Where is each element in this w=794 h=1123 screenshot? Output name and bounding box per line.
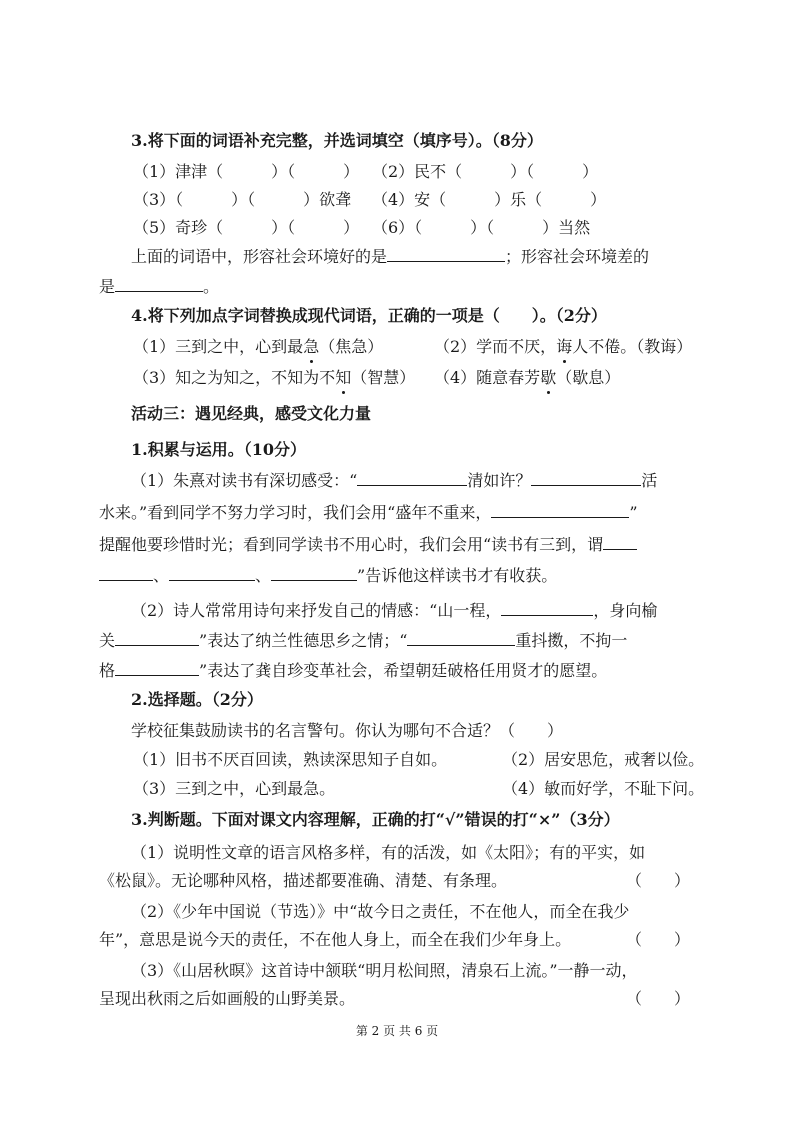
answer-blank[interactable] <box>115 631 199 646</box>
answer-bracket[interactable]: （ ） <box>626 930 691 949</box>
question-text: （2）诗人常常用诗句来抒发自己的情感：“山一程， <box>131 601 502 620</box>
section4-option-2 <box>434 337 692 357</box>
q1-title: 1.积累与运用。（10分） <box>131 440 306 459</box>
fill-text: 。 <box>203 277 220 296</box>
dotted-char: 急 <box>303 337 320 356</box>
section4-option-1 <box>133 337 383 357</box>
answer-blank[interactable] <box>531 471 641 486</box>
page-footer: 第 2 页 共 6 页 <box>355 1024 439 1038</box>
q3-statement-1-line1: （1）说明性文章的语言风格多样，有的活泼，如《太阳》；有的平实，如 <box>131 843 646 862</box>
q2-option-4: （4）敏而好学，不耻下问。 <box>502 779 705 798</box>
fill-text: 上面的词语中，形容社会环境好的是 <box>131 247 388 266</box>
question-text: 提醒他要珍惜时光；看到同学读书不用心时，我们会用“读书有三到，谓 <box>99 535 604 554</box>
fill-line-1 <box>131 247 649 267</box>
option-text: （3）知之为知之，不知为不 <box>133 368 336 387</box>
option-text: （歇息） <box>556 368 621 387</box>
answer-blank[interactable] <box>115 277 203 292</box>
answer-blank[interactable] <box>271 566 357 581</box>
q2-option-1: （1）旧书不厌百回读，熟读深思知子自如。 <box>133 750 448 769</box>
idiom-item-5: （5）奇珍（ ）（ ） <box>133 218 360 237</box>
idiom-item-1: （1）津津（ ）（ ） <box>133 162 360 181</box>
dotted-char: 诲 <box>556 337 573 356</box>
question-text: （1）朱熹对读书有深切感受：“ <box>131 471 358 490</box>
answer-blank[interactable] <box>603 535 637 550</box>
q2-title: 2.选择题。（2分） <box>131 690 263 709</box>
activity3-title: 活动三：遇见经典，感受文化力量 <box>131 404 372 423</box>
q3-statement-2-line2: 年”，意思是说今天的责任，不在他人身上，而全在我们少年身上。 <box>99 930 572 949</box>
answer-blank[interactable] <box>169 566 255 581</box>
q3-statement-3-line2: 呈现出秋雨之后如画般的山野美景。 <box>99 989 356 1008</box>
question-text: ” <box>629 503 638 522</box>
question-text: 清如许？ <box>467 471 532 490</box>
question-text: ”表达了龚自珍变革社会，希望朝廷破格任用贤才的愿望。 <box>199 661 608 680</box>
section3-title: 3.将下面的词语补充完整，并选词填空（填序号）。（8分） <box>131 131 543 150</box>
q1-part1-line4 <box>99 566 557 586</box>
option-text: 人不倦。（教诲） <box>572 337 693 356</box>
q1-part1-line3 <box>99 535 637 555</box>
answer-bracket[interactable]: （ ） <box>626 871 691 890</box>
question-text: 格 <box>99 661 116 680</box>
idiom-item-3: （3）（ ）（ ）欲聋 <box>133 190 352 209</box>
answer-blank[interactable] <box>99 566 153 581</box>
q2-option-3: （3）三到之中，心到最急。 <box>133 779 336 798</box>
section4-option-3 <box>133 368 415 388</box>
q1-part1-line2 <box>99 503 638 523</box>
answer-bracket[interactable]: （ ） <box>626 989 691 1008</box>
answer-blank[interactable] <box>407 631 515 646</box>
q3-statement-2-line1: （2）《少年中国说（节选）》中“故今日之责任，不在他人，而全在我少 <box>131 902 630 921</box>
fill-text: ；形容社会环境差的 <box>505 247 650 266</box>
question-text: 、 <box>153 566 170 585</box>
fill-text: 是 <box>99 277 116 296</box>
answer-blank[interactable] <box>387 247 505 262</box>
question-text: ，身向榆 <box>593 601 658 620</box>
idiom-item-2: （2）民不（ ）（ ） <box>372 162 599 181</box>
option-text: （2）学而不厌， <box>434 337 557 356</box>
option-text: （焦急） <box>319 337 384 356</box>
option-text: （1）三到之中，心到最 <box>133 337 304 356</box>
q1-part1-line1 <box>131 471 657 491</box>
idiom-item-4: （4）安（ ）乐（ ） <box>372 190 607 209</box>
answer-blank[interactable] <box>491 503 629 518</box>
question-text: 重抖擞，不拘一 <box>515 631 628 650</box>
q2-option-2: （2）居安思危，戒奢以俭。 <box>502 750 705 769</box>
option-text: （智慧） <box>351 368 416 387</box>
question-text: 、 <box>255 566 272 585</box>
q3-title: 3.判断题。下面对课文内容理解，正确的打“√”错误的打“×”（3分） <box>131 810 620 829</box>
answer-blank[interactable] <box>115 661 199 676</box>
q3-statement-1-line2: 《松鼠》。无论哪种风格，描述都要准确、清楚、有条理。 <box>99 871 508 890</box>
dotted-char: 歇 <box>540 368 557 387</box>
q2-prompt: 学校征集鼓励读书的名言警句。你认为哪句不合适？（ ） <box>131 721 564 740</box>
question-text: ”告诉他这样读书才有收获。 <box>357 566 558 585</box>
answer-blank[interactable] <box>357 471 467 486</box>
dotted-char: 知 <box>335 368 352 387</box>
q1-part2-line3 <box>99 661 607 681</box>
answer-blank[interactable] <box>501 601 593 616</box>
fill-line-2 <box>99 277 219 297</box>
q1-part2-line1 <box>131 601 657 621</box>
question-text: 活 <box>641 471 658 490</box>
section4-option-4 <box>434 368 620 388</box>
question-text: ”表达了纳兰性德思乡之情；“ <box>199 631 408 650</box>
q1-part2-line2 <box>99 631 627 651</box>
idiom-item-6: （6）（ ）（ ）当然 <box>372 218 591 237</box>
option-text: （4）随意春芳 <box>434 368 541 387</box>
question-text: 水来。”看到同学不努力学习时，我们会用“盛年不重来， <box>99 503 492 522</box>
q3-statement-3-line1: （3）《山居秋暝》这首诗中颔联“明月松间照，清泉石上流。”一静一动， <box>131 961 638 980</box>
question-text: 关 <box>99 631 116 650</box>
section4-title: 4.将下列加点字词替换成现代词语，正确的一项是（ ）。（2分） <box>131 306 607 325</box>
